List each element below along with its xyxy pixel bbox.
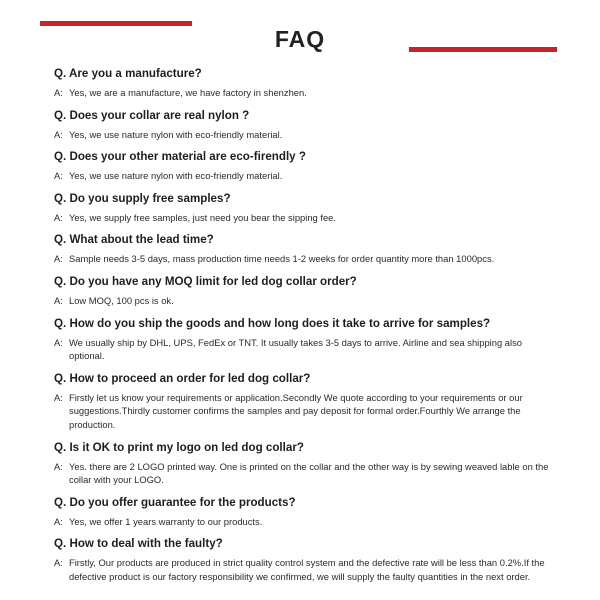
faq-question: Q. Does your other material are eco-firendly ? [54,150,306,164]
answer-text: Yes, we offer 1 years warranty to our products. [69,515,263,527]
faq-item [54,149,554,183]
answer-text: Yes, we supply free samples, just need you bear the sipping fee. [69,211,337,223]
faq-answer [54,252,554,266]
answer-text: Yes. there are 2 LOGO printed way. One is printed on the collar and the other way is by sewing weaved lable on the collar with your LOGO. [69,460,549,486]
faq-answer [54,294,554,308]
faq-answer [54,336,554,363]
answer-prefix: A: [54,128,63,140]
answer-prefix: A: [54,515,63,527]
faq-question: Q. What about the lead time? [54,233,214,247]
faq-answer [54,556,554,583]
answer-prefix: A: [54,170,63,182]
faq-item [54,495,554,529]
faq-question: Q. Do you supply free samples? [54,191,231,205]
answer-text: Sample needs 3-5 days, mass production time needs 1-2 weeks for order quantity more than 1000pcs. [69,253,495,265]
faq-item [54,108,554,142]
faq-answer [54,169,554,183]
answer-prefix: A: [54,391,63,403]
faq-item [54,191,554,225]
faq-answer [54,86,554,100]
answer-prefix: A: [54,336,63,348]
faq-item [54,371,554,432]
answer-prefix: A: [54,460,63,472]
faq-answer [54,460,554,487]
faq-answer [54,128,554,142]
faq-item [54,440,554,487]
answer-text: Firstly, Our products are produced in strict quality control system and the defective rate will be less than 0.2%.If the defective product is our factory responsibility we confirmed, we will supply the faulty quantities in the next order. [69,557,545,582]
faq-question: Q. Are you a manufacture? [54,67,202,80]
faq-item [54,316,554,363]
faq-question: Q. How to proceed an order for led dog collar? [54,371,311,385]
faq-item [54,232,554,266]
faq-item [54,274,554,308]
answer-text: Firstly let us know your requirements or application.Secondly We quote according to your requirements or our suggestions.Thirdly customer confirms the samples and pay deposit for formal order.Fourthly We arrange the production. [69,391,523,430]
faq-question: Q. How do you ship the goods and how long does it take to arrive for samples? [54,316,491,330]
answer-prefix: A: [54,87,63,98]
faq-question: Q. Does your collar are real nylon ? [54,108,250,122]
answer-text: Yes, we are a manufacture, we have factory in shenzhen. [69,87,307,98]
page-title: FAQ [274,26,326,52]
answer-text: We usually ship by DHL, UPS, FedEx or TNT. It usually takes 3-5 days to arrive. Airline and sea shipping also optional. [69,336,522,362]
faq-answer [54,211,554,225]
answer-text: Yes, we use nature nylon with eco-friendly material. [69,128,283,140]
faq-answer [54,391,554,432]
faq-question: Q. Do you offer guarantee for the products? [54,495,296,509]
faq-question: Q. How to deal with the faulty? [54,537,223,551]
faq-question: Q. Do you have any MOQ limit for led dog collar order? [54,274,357,288]
faq-item [54,536,554,583]
answer-prefix: A: [54,294,63,306]
faq-answer [54,515,554,529]
answer-text: Low MOQ, 100 pcs is ok. [69,294,174,306]
answer-prefix: A: [54,253,63,265]
answer-text: Yes, we use nature nylon with eco-friendly material. [69,170,283,182]
faq-item [54,66,554,100]
faq-question: Q. Is it OK to print my logo on led dog collar? [54,440,304,454]
answer-prefix: A: [54,211,63,223]
answer-prefix: A: [54,557,63,569]
faq-list [54,66,554,592]
